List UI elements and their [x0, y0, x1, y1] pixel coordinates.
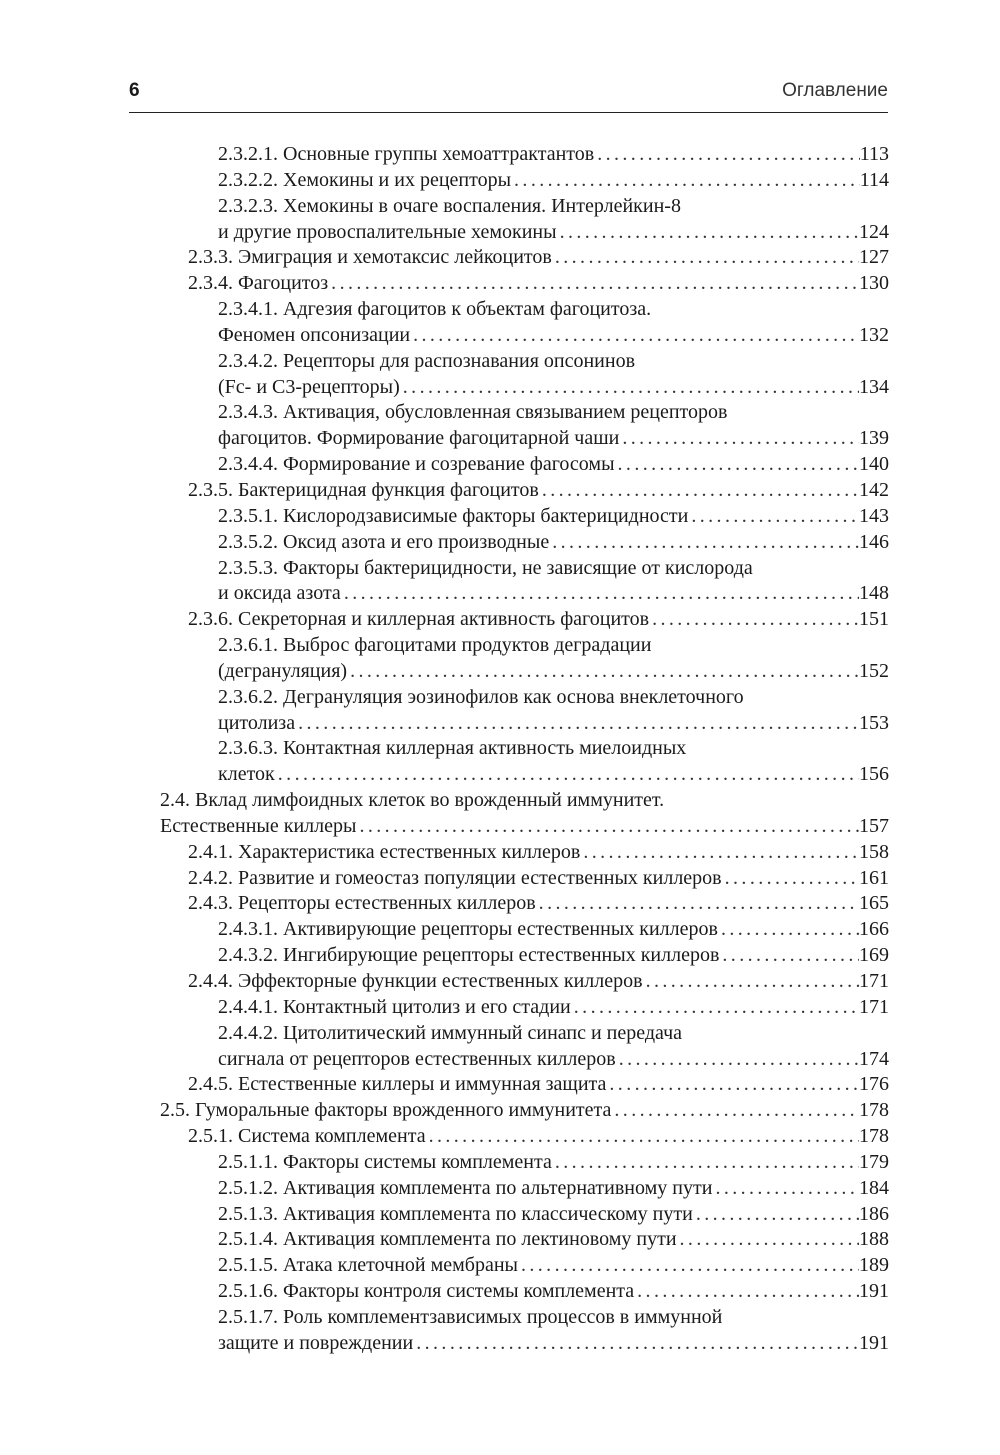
toc-entry: [160, 452, 889, 478]
toc-line: [160, 1072, 889, 1098]
dot-leader: [649, 607, 859, 633]
toc-entry: [160, 1202, 889, 1228]
page-number: 6: [129, 80, 140, 101]
toc-entry-title: 2.3.5.1. Кислородзависимые факторы бактерицидности: [218, 504, 689, 527]
dot-leader: [677, 1227, 859, 1253]
toc-entry-title: 2.4.3. Рецепторы естественных киллеров: [188, 892, 536, 915]
toc-entry-title: цитолиза: [218, 711, 296, 734]
toc-entry-title: (дегрануляция): [218, 659, 348, 682]
toc-entry: [160, 1021, 889, 1073]
toc-line: [160, 1305, 889, 1331]
toc-entry: [160, 1124, 889, 1150]
toc-line: [160, 1098, 889, 1124]
toc-entry-title: и оксида азота: [218, 582, 341, 605]
toc-entry-title: 2.3.4.1. Адгезия фагоцитов к объектам фагоцитоза.: [218, 298, 652, 321]
dot-leader: [688, 504, 859, 530]
dot-leader: [619, 426, 859, 452]
dot-leader: [295, 711, 859, 737]
toc-line: [160, 891, 889, 917]
toc-entry-title: и другие провоспалительные хемокины: [218, 220, 557, 243]
toc-entry: [160, 788, 889, 840]
toc-page-number: 191: [859, 1280, 889, 1303]
toc-entry-title: 2.5. Гуморальные факторы врожденного иммунитета: [160, 1099, 612, 1122]
toc-entry: [160, 556, 889, 608]
toc-page-number: 191: [859, 1331, 889, 1354]
toc-page-number: 174: [859, 1047, 889, 1070]
toc-line: [160, 736, 889, 762]
toc-entry-title: 2.5.1.7. Роль комплементзависимых процессов в иммунной: [218, 1305, 723, 1328]
dot-leader: [580, 840, 859, 866]
toc-entry: [160, 685, 889, 737]
dot-leader: [549, 530, 859, 556]
header-rule: [129, 112, 888, 113]
toc-line: [160, 245, 889, 271]
toc-page-number: 142: [859, 478, 889, 501]
toc-page-number: 171: [859, 995, 889, 1018]
toc-line: [160, 581, 889, 607]
toc-entry: [160, 840, 889, 866]
toc-line: [160, 1202, 889, 1228]
dot-leader: [557, 220, 859, 246]
dot-leader: [643, 969, 859, 995]
toc-line: [160, 1279, 889, 1305]
dot-leader: [616, 1047, 859, 1073]
toc-entry-title: (Fc- и С3-рецепторы): [218, 375, 400, 398]
dot-leader: [718, 917, 859, 943]
toc-entry-title: 2.3.5.2. Оксид азота и его производные: [218, 530, 550, 553]
toc-entry-title: 2.3.4. Фагоцитоз: [188, 272, 329, 295]
toc-entry: [160, 142, 889, 168]
toc-entry-title: 2.3.6. Секреторная и киллерная активность фагоцитов: [188, 608, 650, 631]
toc-entry: [160, 866, 889, 892]
toc-entry: [160, 1150, 889, 1176]
toc-page-number: 171: [859, 970, 889, 992]
toc-entry: [160, 943, 889, 969]
toc-entry: [160, 736, 889, 788]
toc-page-number: 146: [859, 530, 889, 553]
dot-leader: [594, 142, 860, 168]
toc-entry: [160, 995, 889, 1021]
toc-page-number: 139: [859, 427, 889, 450]
toc-line: [160, 1124, 889, 1150]
toc-entry: [160, 530, 889, 556]
toc-page-number: 178: [859, 1099, 889, 1122]
toc-page-number: 113: [859, 143, 889, 165]
toc-entry-title: 2.3.4.4. Формирование и созревание фагосомы: [218, 453, 615, 476]
toc-line: [160, 1176, 889, 1202]
toc-entry-title: 2.4.1. Характеристика естественных киллеров: [188, 840, 581, 863]
page-header: [129, 80, 888, 106]
dot-leader: [536, 891, 859, 917]
toc-line: [160, 685, 889, 711]
toc-line: [160, 1227, 889, 1253]
running-title: Оглавление: [782, 80, 888, 101]
toc-line: [160, 194, 889, 220]
toc-entry: [160, 891, 889, 917]
toc-line: [160, 504, 889, 530]
toc-page-number: 188: [859, 1228, 889, 1251]
toc-entry-title: 2.3.2.3. Хемокины в очаге воспаления. Интерлейкин-8: [218, 194, 681, 217]
toc-entry: [160, 194, 889, 246]
toc-line: [160, 556, 889, 582]
toc-entry: [160, 245, 889, 271]
toc-entry: [160, 400, 889, 452]
toc-entry-title: 2.4.4.2. Цитолитический иммунный синапс и передача: [218, 1021, 683, 1044]
toc-line: [160, 943, 889, 969]
toc-entry-title: 2.5.1.4. Активация комплемента по лектиновому пути: [218, 1228, 677, 1251]
toc-line: [160, 995, 889, 1021]
toc-page-number: 158: [859, 840, 889, 863]
toc-line: [160, 1150, 889, 1176]
toc-entry-title: 2.4.4.1. Контактный цитолиз и его стадии: [218, 995, 571, 1018]
toc-entry-title: 2.5.1.1. Факторы системы комплемента: [218, 1150, 552, 1173]
toc-entry-title: 2.4.5. Естественные киллеры и иммунная защита: [188, 1073, 607, 1096]
dot-leader: [634, 1279, 859, 1305]
toc-entry-title: 2.4.2. Развитие и гомеостаз популяции естественных киллеров: [188, 866, 722, 889]
toc-entry: [160, 607, 889, 633]
toc-entry-title: 2.5.1.2. Активация комплемента по альтернативному пути: [218, 1176, 713, 1199]
dot-leader: [518, 1253, 859, 1279]
toc-page-number: 161: [859, 866, 889, 889]
dot-leader: [400, 375, 859, 401]
toc-line: [160, 530, 889, 556]
toc-entry-title: 2.3.6.1. Выброс фагоцитами продуктов деградации: [218, 634, 652, 657]
toc-page-number: 184: [859, 1176, 889, 1199]
toc-entry-title: сигнала от рецепторов естественных киллеров: [218, 1047, 616, 1070]
toc-page-number: 169: [859, 944, 889, 967]
toc-line: [160, 452, 889, 478]
toc-entry-title: 2.3.4.3. Активация, обусловленная связыванием рецепторов: [218, 401, 728, 424]
toc-line: [160, 1253, 889, 1279]
toc-entry: [160, 969, 889, 995]
toc-page-number: 151: [859, 608, 889, 631]
toc-page-number: 140: [859, 453, 889, 476]
toc-line: [160, 142, 889, 168]
table-of-contents: [160, 142, 889, 1357]
toc-entry-title: Феномен опсонизации: [218, 323, 411, 346]
toc-line: [160, 375, 889, 401]
dot-leader: [615, 452, 859, 478]
toc-entry-title: 2.5.1. Система комплемента: [188, 1125, 426, 1148]
toc-entry-title: 2.4. Вклад лимфоидных клеток во врожденный иммунитет.: [160, 789, 665, 812]
toc-entry: [160, 349, 889, 401]
toc-page-number: 130: [859, 272, 889, 295]
toc-entry: [160, 917, 889, 943]
toc-entry: [160, 1176, 889, 1202]
dot-leader: [426, 1124, 859, 1150]
toc-page-number: 134: [859, 375, 889, 398]
toc-entry-title: 2.4.3.2. Ингибирующие рецепторы естественных киллеров: [218, 944, 720, 967]
toc-entry: [160, 633, 889, 685]
toc-page-number: 152: [859, 659, 889, 682]
toc-entry-title: 2.3.5.3. Факторы бактерицидности, не зависящие от кислорода: [218, 556, 753, 579]
toc-page-number: 143: [859, 504, 889, 527]
toc-entry-title: защите и повреждении: [218, 1331, 414, 1354]
toc-line: [160, 969, 889, 995]
toc-line: [160, 788, 889, 814]
toc-page-number: 189: [859, 1254, 889, 1277]
dot-leader: [341, 581, 859, 607]
toc-entry-title: фагоцитов. Формирование фагоцитарной чаши: [218, 427, 620, 450]
dot-leader: [606, 1072, 859, 1098]
dot-leader: [275, 762, 859, 788]
toc-line: [160, 607, 889, 633]
toc-line: [160, 633, 889, 659]
toc-entry: [160, 271, 889, 297]
toc-page-number: 114: [859, 168, 889, 191]
toc-page-number: 179: [859, 1150, 889, 1173]
toc-line: [160, 478, 889, 504]
toc-entry-title: 2.3.3. Эмиграция и хемотаксис лейкоцитов: [188, 246, 552, 269]
toc-entry-title: Естественные киллеры: [160, 814, 357, 837]
toc-entry: [160, 1279, 889, 1305]
toc-entry: [160, 504, 889, 530]
toc-page-number: 127: [859, 246, 889, 269]
toc-line: [160, 297, 889, 323]
dot-leader: [511, 168, 860, 194]
dot-leader: [413, 1331, 859, 1357]
toc-line: [160, 271, 889, 297]
toc-line: [160, 220, 889, 246]
toc-line: [160, 917, 889, 943]
toc-entry: [160, 1098, 889, 1124]
toc-page-number: 186: [859, 1202, 889, 1225]
toc-page-number: 166: [859, 918, 889, 941]
toc-page-number: 124: [859, 220, 889, 243]
toc-line: [160, 711, 889, 737]
toc-line: [160, 168, 889, 194]
toc-page-number: 132: [859, 323, 889, 346]
toc-page-number: 165: [859, 892, 889, 915]
dot-leader: [693, 1202, 859, 1228]
toc-entry-title: 2.4.4. Эффекторные функции естественных киллеров: [188, 970, 643, 992]
dot-leader: [552, 1150, 859, 1176]
toc-line: [160, 659, 889, 685]
toc-entry: [160, 168, 889, 194]
toc-page-number: 157: [859, 814, 889, 837]
dot-leader: [328, 271, 859, 297]
toc-entry: [160, 1227, 889, 1253]
toc-entry-title: 2.3.2.1. Основные группы хемоаттрактантов: [218, 143, 595, 165]
toc-entry-title: 2.3.2.2. Хемокины и их рецепторы: [218, 168, 512, 191]
dot-leader: [722, 866, 859, 892]
toc-entry: [160, 478, 889, 504]
toc-line: [160, 866, 889, 892]
toc-line: [160, 762, 889, 788]
toc-line: [160, 1021, 889, 1047]
dot-leader: [356, 814, 859, 840]
dot-leader: [719, 943, 859, 969]
toc-line: [160, 1331, 889, 1357]
toc-entry-title: 2.5.1.3. Активация комплемента по классическому пути: [218, 1202, 693, 1225]
toc-entry-title: 2.3.6.2. Дегрануляция эозинофилов как основа внеклеточного: [218, 685, 744, 708]
dot-leader: [571, 995, 859, 1021]
dot-leader: [611, 1098, 859, 1124]
toc-entry-title: 2.3.4.2. Рецепторы для распознавания опсонинов: [218, 349, 636, 372]
toc-page-number: 176: [859, 1073, 889, 1096]
toc-page-number: 178: [859, 1125, 889, 1148]
dot-leader: [712, 1176, 859, 1202]
toc-page-number: 148: [859, 582, 889, 605]
toc-line: [160, 400, 889, 426]
toc-entry: [160, 1253, 889, 1279]
toc-line: [160, 814, 889, 840]
toc-line: [160, 840, 889, 866]
toc-entry-title: 2.3.5. Бактерицидная функция фагоцитов: [188, 478, 539, 501]
toc-entry-title: 2.4.3.1. Активирующие рецепторы естественных киллеров: [218, 918, 718, 941]
toc-page-number: 153: [859, 711, 889, 734]
dot-leader: [539, 478, 859, 504]
toc-entry: [160, 297, 889, 349]
toc-entry-title: 2.5.1.5. Атака клеточной мембраны: [218, 1254, 518, 1277]
toc-line: [160, 349, 889, 375]
toc-entry-title: 2.3.6.3. Контактная киллерная активность миелоидных: [218, 737, 687, 760]
dot-leader: [347, 659, 859, 685]
toc-line: [160, 1047, 889, 1073]
toc-line: [160, 323, 889, 349]
toc-line: [160, 426, 889, 452]
toc-entry-title: клеток: [218, 763, 275, 786]
toc-entry-title: 2.5.1.6. Факторы контроля системы комплемента: [218, 1280, 635, 1303]
toc-entry: [160, 1072, 889, 1098]
dot-leader: [410, 323, 859, 349]
toc-entry: [160, 1305, 889, 1357]
dot-leader: [552, 245, 859, 271]
toc-page-number: 156: [859, 763, 889, 786]
